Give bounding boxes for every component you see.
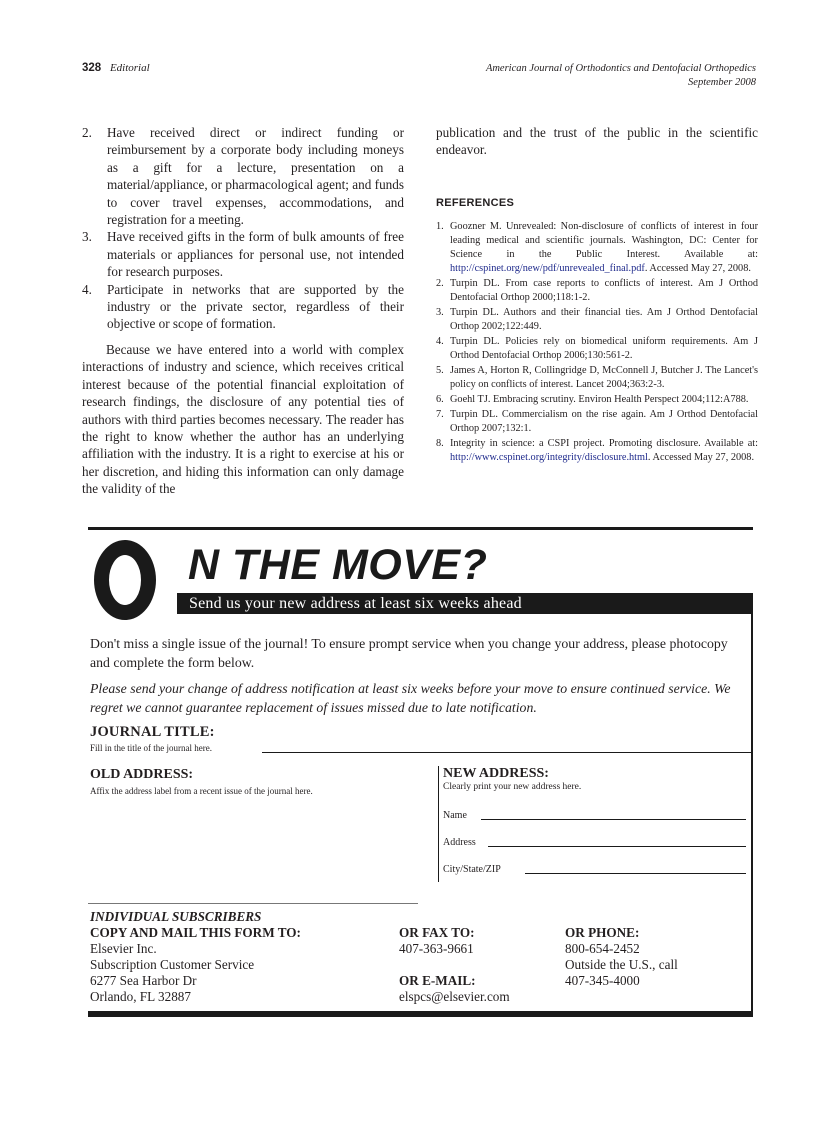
reference-text-tail: . Accessed May 27, 2008. (647, 452, 755, 464)
mail-line-3: 6277 Sea Harbor Dr (90, 973, 197, 988)
references-heading: REFERENCES (436, 196, 515, 209)
fax-title: OR FAX TO: (399, 925, 475, 940)
name-label: Name (443, 810, 467, 821)
new-address-label: NEW ADDRESS: (443, 766, 549, 781)
reference-item (436, 277, 758, 305)
phone-outside-label: Outside the U.S., call (565, 957, 678, 972)
bottom-bar (88, 1011, 753, 1017)
old-address-hint: Affix the address label from a recent issue of the journal here. (90, 786, 313, 796)
section-rule (88, 903, 418, 904)
old-address-label: OLD ADDRESS: (90, 767, 194, 782)
reference-text: Turpin DL. From case reports to conflicts of interest. Am J Orthod Dentofacial Orthop 2000;118:1-2. (450, 278, 758, 304)
mail-line-1: Elsevier Inc. (90, 941, 157, 956)
mail-title: COPY AND MAIL THIS FORM TO: (90, 925, 301, 940)
left-column (82, 124, 404, 498)
list-item (82, 228, 404, 280)
list-number: 2. (82, 125, 92, 140)
journal-title-hint: Fill in the title of the journal here. (90, 743, 212, 753)
change-of-address-form (88, 527, 753, 1017)
reference-item (436, 393, 758, 407)
address-label: Address (443, 837, 476, 848)
phone-title: OR PHONE: (565, 925, 640, 940)
continued-paragraph: publication and the trust of the public in the scientific endeavor. (436, 125, 758, 158)
body-paragraph: Because we have entered into a world with complex interactions of industry and science, which receives critical interest because of the potential financial exploitation of research findings, the disclosure of any potential ties of authors with third parties becomes necessary. The reader has the right to know whether the author has an underlying affiliation with the industry. It is a right to exercise at his or her discretion, and hiding this information can only damage the validity of the (82, 341, 404, 497)
reference-item (436, 364, 758, 392)
section-name: Editorial (109, 62, 150, 74)
top-rule (88, 527, 753, 530)
list-number: 3. (82, 229, 92, 245)
list-item (82, 124, 404, 228)
reference-number: 1. (436, 221, 444, 233)
reference-text: Integrity in science: a CSPI project. Promoting disclosure. Available at: (450, 438, 758, 450)
page-number: 328 (82, 62, 102, 74)
form-intro: Don't miss a single issue of the journal! To ensure prompt service when you change your address, please photocopy and complete the form below. (90, 636, 728, 670)
big-o-logo-icon (94, 540, 156, 620)
issue-date: September 2008 (688, 76, 756, 88)
journal-title-label: JOURNAL TITLE: (90, 724, 215, 740)
reference-number: 7. (436, 409, 444, 421)
reference-text: Turpin DL. Policies rely on biomedical uniform requirements. Am J Orthod Dentofacial Orthop 2006;130:561-2. (450, 336, 758, 362)
email-title: OR E-MAIL: (399, 973, 476, 988)
fax-number: 407-363-9661 (399, 941, 474, 956)
headline-band: Send us your new address at least six weeks ahead (177, 593, 753, 614)
journal-title-field[interactable] (262, 752, 752, 753)
reference-number: 2. (436, 278, 444, 290)
reference-text: Turpin DL. Authors and their financial ties. Am J Orthod Dentofacial Orthop 2002;122:449. (450, 307, 758, 333)
running-head-left (82, 62, 150, 74)
address-divider (438, 766, 439, 882)
email-address[interactable]: elspcs@elsevier.com (399, 989, 510, 1004)
city-state-zip-field[interactable] (525, 873, 746, 874)
reference-item (436, 335, 758, 363)
reference-link[interactable]: http://cspinet.org/new/pdf/unrevealed_final.pdf (450, 263, 645, 275)
mail-line-4: Orlando, FL 32887 (90, 989, 191, 1004)
running-head-right (486, 62, 756, 89)
reference-text: Goehl TJ. Embracing scrutiny. Environ Health Perspect 2004;112:A788. (450, 394, 749, 406)
address-field[interactable] (488, 846, 746, 847)
reference-item (436, 220, 758, 276)
reference-text: James A, Horton R, Collingridge D, McConnell J, Butcher J. The Lancet's policy on conflicts of interest. Lancet 2004;363:2-3. (450, 365, 758, 391)
name-field[interactable] (481, 819, 746, 820)
reference-number: 5. (436, 365, 444, 377)
reference-item (436, 408, 758, 436)
reference-text: Turpin DL. Commercialism on the rise again. Am J Orthod Dentofacial Orthop 2007;132:1. (450, 409, 758, 435)
list-text: Have received gifts in the form of bulk amounts of free materials or appliances for personal use, not intended for research purposes. (107, 229, 404, 280)
reference-link[interactable]: http://www.cspinet.org/integrity/disclosure.html (450, 452, 648, 464)
reference-number: 4. (436, 336, 444, 348)
phone-outside-number: 407-345-4000 (565, 973, 640, 988)
reference-number: 3. (436, 307, 444, 319)
phone-number: 800-654-2452 (565, 941, 640, 956)
disclosure-list (82, 124, 404, 333)
reference-number: 6. (436, 394, 444, 406)
references-list (436, 220, 758, 465)
form-headline: N THE MOVE? (188, 541, 488, 589)
form-notice: Please send your change of address notification at least six weeks before your move to ensure continued service. We regret we cannot guarantee replacement of issues missed due to late notification. (90, 681, 731, 715)
list-text: Have received direct or indirect funding or reimbursement by a corporate body including moneys as a gift for a lecture, presentation on a material/appliance, or pharmacological agent; and funds to cover travel expenses, accommodations, and registration for a meeting. (107, 125, 404, 228)
mail-line-2: Subscription Customer Service (90, 957, 255, 972)
subscribers-label: INDIVIDUAL SUBSCRIBERS (90, 909, 262, 924)
new-address-hint: Clearly print your new address here. (443, 782, 582, 792)
city-state-zip-label: City/State/ZIP (443, 864, 501, 875)
journal-name: American Journal of Orthodontics and Dentofacial Orthopedics (485, 63, 756, 74)
form-right-border (751, 593, 753, 1017)
reference-number: 8. (436, 438, 444, 450)
reference-text: Goozner M. Unrevealed: Non-disclosure of conflicts of interest in four leading medical and scientific journals. Washington, DC: Center for Science in the Public Interest. Available at: (450, 221, 758, 261)
right-column (436, 124, 758, 466)
list-number: 4. (82, 281, 92, 297)
reference-item (436, 306, 758, 334)
reference-item (436, 437, 758, 465)
list-item (82, 281, 404, 333)
list-text: Participate in networks that are supported by the industry or the private sector, regardless of their objective or scope of formation. (107, 281, 404, 332)
reference-text-tail: . Accessed May 27, 2008. (644, 263, 751, 275)
